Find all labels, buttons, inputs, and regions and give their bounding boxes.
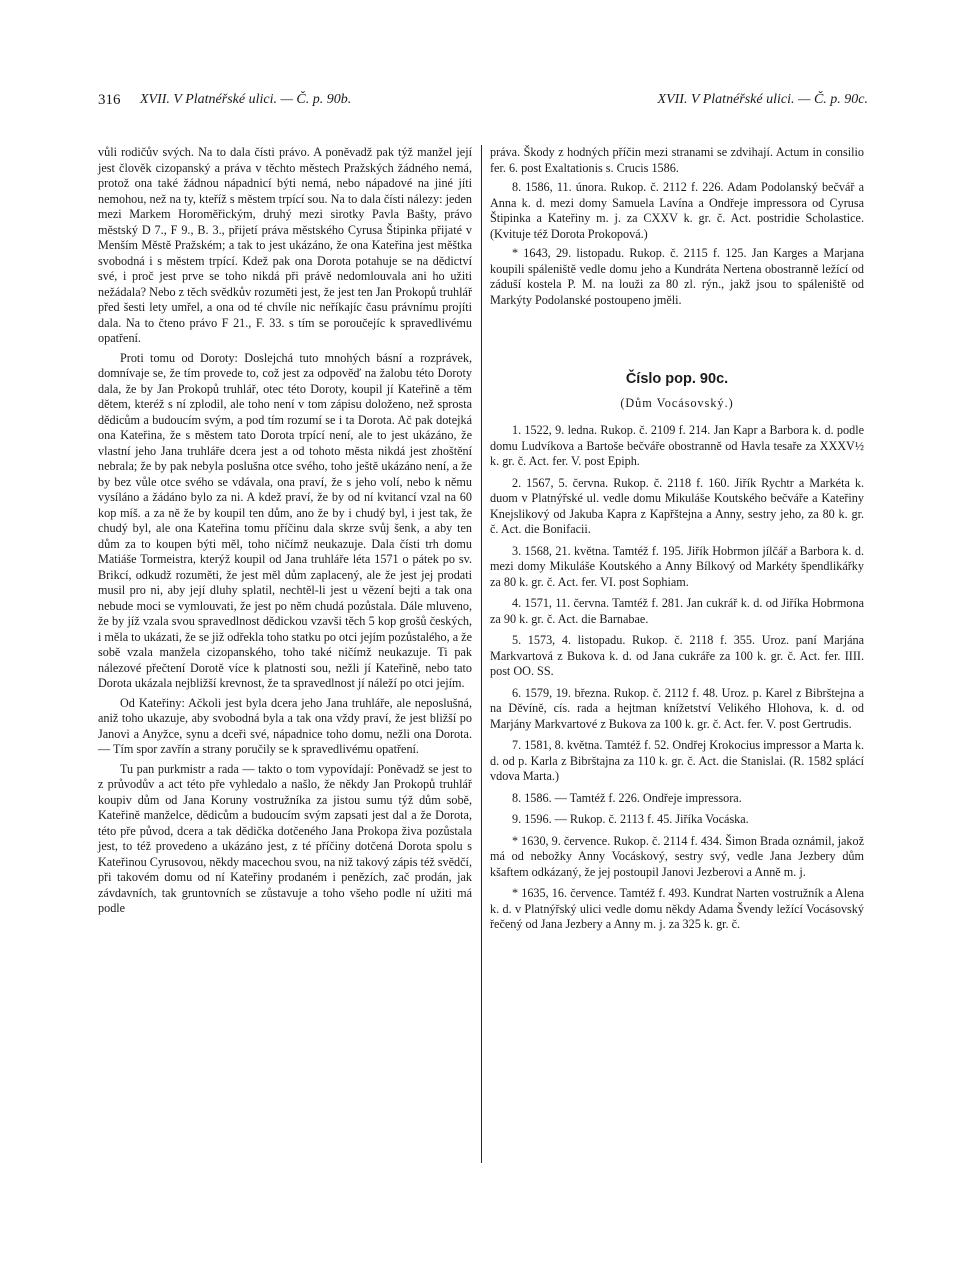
- entry: * 1635, 16. července. Tamtéž f. 493. Kundrat Narten vostružník a Alena k. d. v Platnýřský ulici vedle domu někdy Adama Švendy ležící Vocásovský řečený od Jana Jezbery a Anny m. j. za 325 k. gr. č.: [490, 886, 864, 931]
- column-divider: [481, 145, 482, 1163]
- entry: 1. 1522, 9. ledna. Rukop. č. 2109 f. 214. Jan Kapr a Barbora k. d. podle domu Ludvíkova a Bartoše bečváře obostranně od Havla tesaře za XXXV½ k. gr. č. Act. fer. V. post Epiph.: [490, 423, 864, 468]
- paragraph: vůli rodičův svých. Na to dala čísti právo. A poněvadž pak týž manžel její jest člověk cizopanský a práva v těchto městech Pražských žádného nemá, protož ona také žádnou nápadnicí býti nemá, nebo nápadové na jiné jíti nemohou, než na ty, kteříž s městem trpící sou. Na to dala čísti nálezy: jeden mezi Markem Horoměřickým, druhý mezi sirotky Pavla Bašty, právo městský D 7., F 9., B. 3., přijetí práva městského Cyrusa Štipinka přijaté v Menším Městě Pražském; a tak to jest ukázáno, že ona Kateřina jest měštka svobodná i s městem trpící. Kdež pak ona Dorota potahuje se na dědictví své, i proč jest prve se toho nikdá při právě nedomlouvala ani ho užiti nežádala? Nebo z těch svědkův rozuměti jest, že jest ten Jan Prokopů truhlář před šesti lety umřel, a ona od té chvíle nic neříkajíc času právnímu projíti dala. Na to čteno právo F 21., F. 33. s tím se poroučejíc k spravedlivému opatření.: [98, 145, 472, 345]
- entry: 4. 1571, 11. června. Tamtéž f. 281. Jan cukrář k. d. od Jiříka Hobrmona za 90 k. gr. č. Act. die Barnabae.: [490, 596, 864, 626]
- running-title-right: XVII. V Platnéřské ulici. — Č. p. 90c.: [657, 92, 868, 107]
- page-header: [98, 92, 868, 114]
- entry: 5. 1573, 4. listopadu. Rukop. č. 2118 f. 355. Uroz. paní Marjána Markvartová z Bukova k. d. od Jana cukráře za 100 k. gr. č. Act. fer. IIII. post OO. SS.: [490, 633, 864, 678]
- paragraph: Proti tomu od Doroty: Doslejchá tuto mnohých básní a rozprávek, domnívaje se, že tím provede to, což jest za odpověď na žalobu této Doroty dala, že by Jan Prokopů truhlář, otec této Doroty, koupil jí Kateřině a těm dětem, kteréž s ní zplodil, ale toho není v tom zápisu doloženo, než sprosta dědicům a budoucím svým, a pod tím rozumí se i ta Dorota. Ač pak dotejká ona Kateřina, že s městem tato Dorota trpící není, ale to jest ukázáno, že vlastní jeho Jana truhláře dcera jest a od tohoto města nikdá jest zhoštění nebrala; že by pak nebyla poslušna otce svého, toho ještě ukázáno není, a že by bez vůle otce svého se vdávala, ona praví, že s jeho volí, nebo k němu vysíláno a žádáno bylo za ni. A kdež praví, že by od ní kvitancí vzal na 60 kop míš. a za ně že by koupil ten dům, ano že by i chudý byl, i jest tak, že chudý byl, ale ona Kateřina tomu příčinu dala skrze svůj šenk, a aby ten dům za to koupen býti měl, toho ničímž neukazuje. Dala čísti trh domu Matiáše Tormeistra, kterýž koupil od Jana truhláře léta 1571 o pátek po sv. Brikcí, odkudž rozuměti, že jest měl dům zaplacený, ale že jest jej prodati musil pro ni, aby její dluhy splatil, nechtěl-li jest u vězení bejti a tak ona nebude moci se vymlouvati, že jest po něm chudá pozůstala. Dále mluveno, že by jíž vzala svou spravedlnost dědickou vzavši těch 5 kop grošů českých, i měla to ukázati, že se již odřekla toho statku po otci jejím pozůstalého, a že sobě vzala manžela cizopanského, toho také ničímž neukazuje. Ti pak nálezové přečtení Dorotě více k platnosti sou, nežli jí Kateřině, nebo tato Dorota ukázala nejbližší krevnost, že ta spravedlnost jí náleží po otci jejím.: [98, 350, 472, 690]
- entry: 8. 1586. — Tamtéž f. 226. Ondřeje impressora.: [512, 790, 742, 805]
- entry: 9. 1596. — Rukop. č. 2113 f. 45. Jiříka Vocáska.: [512, 812, 749, 826]
- paragraph: Od Kateřiny: Ačkoli jest byla dcera jeho Jana truhláře, ale neposlušná, aniž toho ukazuje, aby svobodná byla a tak ona vždy praví, že jest bližší po Janovi a Anyžce, synu a dceři své, nápadnice toho domu, nežli ona Dorota. — Tím spor zavřín a strany poručily se k spravedlivému opatření.: [98, 695, 472, 756]
- entry: 3. 1568, 21. května. Tamtéž f. 195. Jiřík Hobrmon jílčář a Barbora k. d. mezi domy Mikuláše Koutského a Anny Bílkový od Markéty špendlikářky za 80 k. gr. č. Act. fer. VI. post Sophiam.: [490, 543, 864, 589]
- right-column: [490, 145, 864, 939]
- entry: 2. 1567, 5. června. Rukop. č. 2118 f. 160. Jiřík Rychtr a Markéta k. duom v Platnýřské ul. vedle domu Mikuláše Koutského bečváře a Kateřiny Knejslikový od Jakuba Kapra z Kapřštejna a Anny, sestry jeho, za 80 k. gr. č. Act. die Bonifacii.: [490, 475, 864, 536]
- paragraph: Tu pan purkmistr a rada — takto o tom vypovídají: Poněvadž se jest to z průvodův a act této pře vyhledalo a našlo, že někdy Jan Prokopů truhlář koupiv dům od Jana Koruny vostružníka za jistou sumu týž dům sobě, Kateřině manželce, dědicům a budoucím svým zapsati jest dal a že Dorota, této pře původ, dcera a tak dědička dotčeného Jana Prokopa živa pozůstala jest, to též provedeno a ukázáno jest, z té příčiny dotčená Dorota spolu s Kateřinou Cyrusovou, někdy macechou svou, na niž takový zápis též svědčí, při takovém domu od ní Kateřiny prodaném i penězích, zač prodán, jak závdavních, tak gruntovních se zůstavuje a toho všeho podle ní užiti má podle: [98, 761, 472, 915]
- page-number: 316: [98, 92, 121, 108]
- section-subtitle: (Dům Vocásovský.): [620, 395, 734, 410]
- entry: * 1643, 29. listopadu. Rukop. č. 2115 f. 125. Jan Karges a Marjana koupili spáleniště vedle domu jeho a Kundráta Nertena obostranně ležící od záduší kostela P. M. na louži za 80 zl. rýn., jakž jsou to spáleniště od Markýty Podolanské postoupeno jměli.: [490, 246, 864, 307]
- left-column: [98, 145, 472, 921]
- running-title-left: XVII. V Platnéřské ulici. — Č. p. 90b.: [140, 92, 352, 107]
- entry: 7. 1581, 8. května. Tamtéž f. 52. Ondřej Krokocius impressor a Marta k. d. od p. Karla z Bibrštajna za 110 k. gr. č. Act. die Stanislai. (R. 1582 splácí vdova Marta.): [490, 738, 864, 783]
- entry: 8. 1586, 11. února. Rukop. č. 2112 f. 226. Adam Podolanský bečvář a Anna k. d. mezi domy Samuela Lavína a Ondřeje impressora od Cyrusa Štipinka a Kateřiny m. j. za CXXV k. gr. č. Act. postridie Scholastice. (Kvituje též Dorota Prokopová.): [490, 180, 864, 241]
- entry: * 1630, 9. července. Rukop. č. 2114 f. 434. Šimon Brada oznámil, jakož má od nebožky Anny Vocáskový, sestry svý, vedle Jana Jezbery dům kšaftem odkázaný, že jej postoupil Janovi Jezberovi a Anně m. j.: [490, 833, 864, 879]
- section-title: Číslo pop. 90c.: [625, 371, 729, 387]
- entry: 6. 1579, 19. března. Rukop. č. 2112 f. 48. Uroz. p. Karel z Bibrštejna a na Děvíně, cís. rada a hejtman knížetství Velikého Hlohova, k. d. od Marjány Markvartové z Bukova za 100 k. gr. č. Act. fer. V. post Gertrudis.: [490, 685, 864, 731]
- paragraph: práva. Škody z hodných příčin mezi stranami se zdvihají. Actum in consilio fer. 6. post Exaltationis s. Crucis 1586.: [490, 145, 864, 175]
